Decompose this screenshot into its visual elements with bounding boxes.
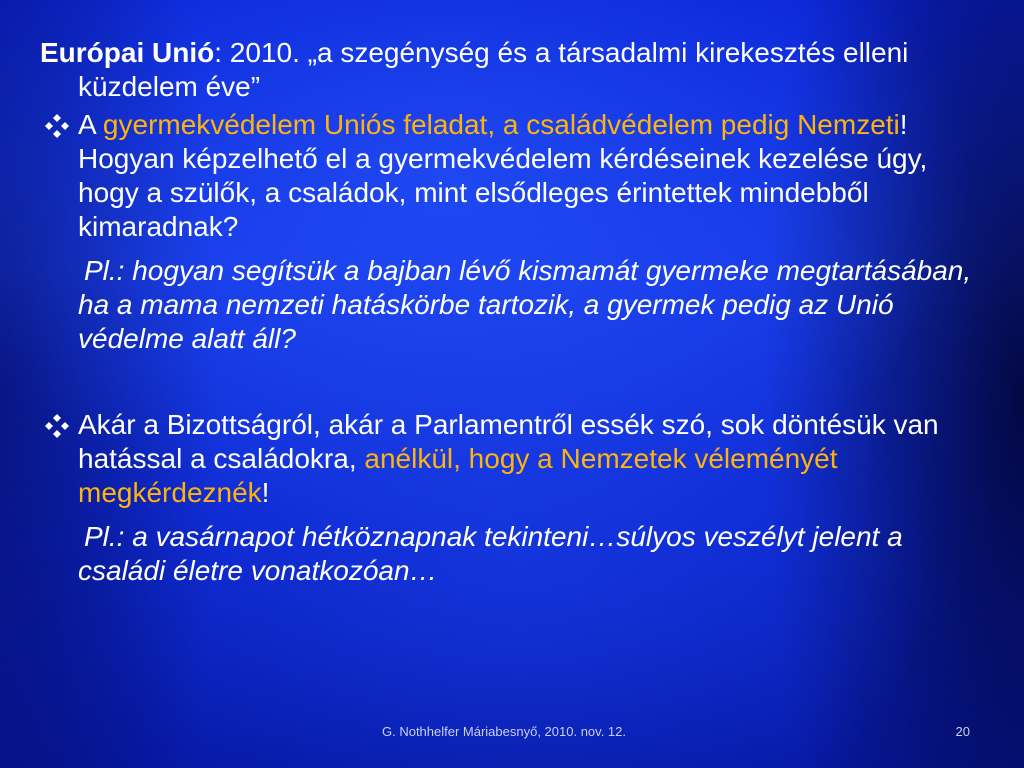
bullet1-highlight: gyermekvédelem Uniós feladat, a családvédelem pedig Nemzeti (102, 109, 900, 140)
diamond-bullet-icon (42, 411, 72, 441)
slide-content (40, 36, 980, 588)
intro-paragraph (40, 36, 980, 104)
intro-bold-term: Európai Unió (40, 37, 215, 68)
bullet2-text: ! (261, 477, 270, 508)
bullet-paragraph-2 (40, 408, 980, 510)
intro-text: : 2010. „a szegénység és a társadalmi kirekesztés elleni küzdelem éve” (78, 37, 909, 102)
footer-author: G. Nothhelfer Máriabesnyő, 2010. nov. 12. (381, 724, 626, 739)
bullet1-lead: A (78, 109, 103, 140)
bullet1-text: ! Hogyan képzelhető el a gyermekvédelem kérdéseinek kezelése úgy, hogy a szülők, a családok, mint elsődleges érintettek mindebből kimaradnak? (78, 109, 928, 242)
bullet2-highlight: anélkül, hogy a Nemzetek véleményét megkérdeznék (78, 443, 838, 508)
example-paragraph-2: Pl.: a vasárnapot hétköznapnak tekinteni…súlyos veszélyt jelent a családi életre vonatkozóan… (78, 521, 903, 586)
bullet2-lead: Akár a Bizottságról, akár a Parlamentről essék szó, sok döntésük van hatással a családokra, (78, 409, 939, 474)
spacer (40, 356, 980, 404)
bullet-paragraph-1 (40, 108, 980, 244)
diamond-bullet-icon (42, 111, 72, 141)
example-paragraph-1: Pl.: hogyan segítsük a bajban lévő kismamát gyermeke megtartásában, ha a mama nemzeti hatáskörbe tartozik, a gyermek pedig az Unió védelme alatt áll? (78, 255, 972, 354)
slide-number: 20 (955, 724, 970, 739)
